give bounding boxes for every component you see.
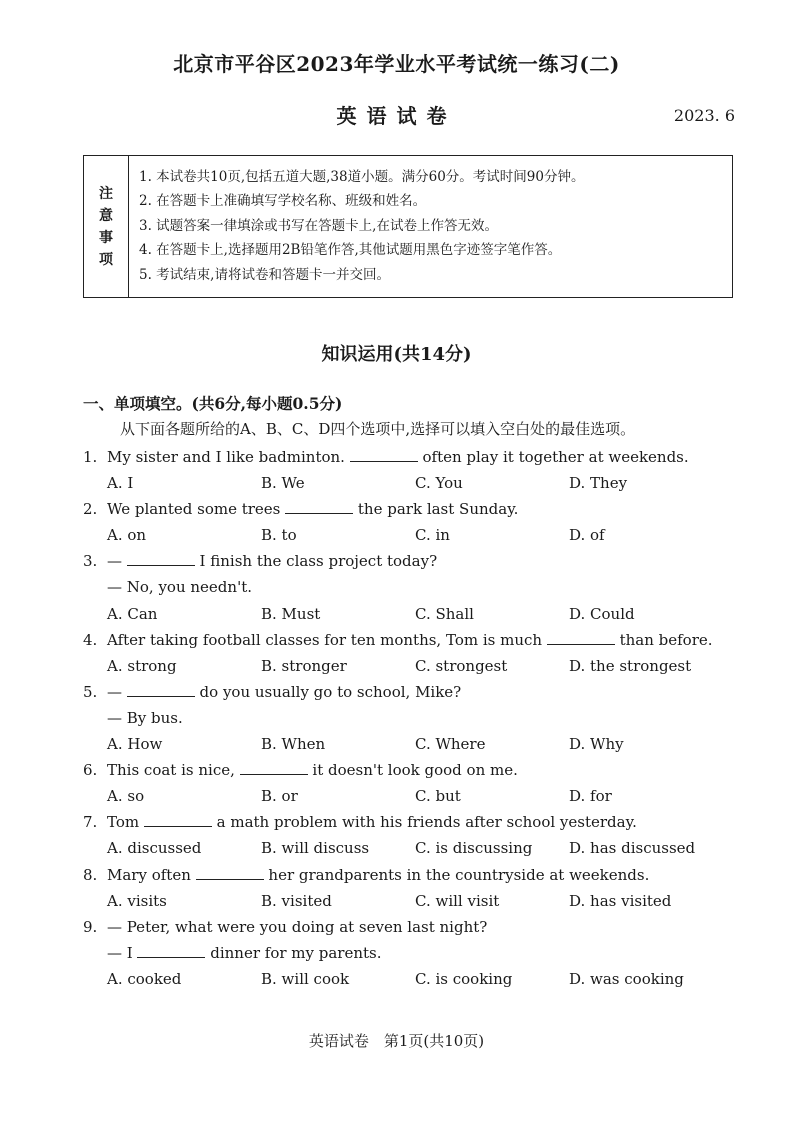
- question-stem: [83, 548, 723, 574]
- answer-blank: [144, 812, 212, 827]
- answer-option: A. on: [107, 526, 147, 545]
- question-item: [83, 862, 723, 914]
- options-row: [83, 966, 723, 992]
- answer-option: A. strong: [107, 656, 177, 675]
- question-number: 4.: [83, 630, 98, 649]
- question-item: [83, 444, 723, 496]
- stem-text: After taking football classes for ten months, Tom is much: [107, 630, 547, 649]
- options-row: [83, 783, 723, 809]
- section-title: 知识运用(共14分): [321, 344, 472, 365]
- notice-label-char: 注: [99, 185, 113, 202]
- answer-option: B. will cook: [261, 969, 350, 988]
- stem-text: My sister and I like badminton.: [107, 448, 350, 466]
- answer-blank: [127, 682, 195, 697]
- stem-text: — By bus.: [107, 708, 183, 727]
- question-stem: [83, 809, 723, 835]
- answer-option: B. stronger: [261, 656, 347, 675]
- answer-option: D. Could: [569, 604, 635, 623]
- options-row: [83, 731, 723, 757]
- part-heading: 一、单项填空。(共6分,每小题0.5分): [83, 394, 343, 413]
- question-stem: [83, 940, 723, 966]
- page-footer: 英语试卷 第1页(共10页): [308, 1032, 485, 1050]
- notice-label: [84, 156, 129, 297]
- options-row: [83, 470, 723, 496]
- answer-option: C. in: [415, 526, 450, 545]
- question-number: 5.: [83, 682, 98, 701]
- question-item: [83, 627, 723, 679]
- notice-item: 1. 本试卷共10页,包括五道大题,38道小题。满分60分。考试时间90分钟。: [139, 169, 585, 185]
- question-stem: [83, 914, 723, 940]
- question-list: [83, 444, 723, 992]
- question-item: [83, 548, 723, 626]
- stem-text: — No, you needn't.: [107, 578, 252, 597]
- answer-blank: [240, 760, 308, 775]
- answer-option: A. discussed: [107, 839, 202, 858]
- answer-option: B. When: [261, 735, 326, 754]
- answer-option: B. to: [261, 526, 297, 545]
- question-number: 6.: [83, 761, 98, 780]
- stem-text: a math problem with his friends after school yesterday.: [211, 813, 637, 832]
- notice-label-char: 事: [99, 229, 113, 246]
- question-item: [83, 496, 723, 548]
- answer-blank: [547, 630, 615, 645]
- answer-option: B. Must: [261, 604, 321, 623]
- stem-text: This coat is nice,: [107, 761, 240, 780]
- options-row: [83, 888, 723, 914]
- question-stem: [83, 757, 723, 783]
- stem-text: We planted some trees: [107, 500, 286, 519]
- stem-text: than before.: [614, 630, 713, 649]
- answer-option: A. Can: [107, 604, 158, 623]
- stem-text: — Peter, what were you doing at seven last night?: [107, 917, 488, 936]
- question-item: [83, 757, 723, 809]
- question-stem: [83, 444, 723, 470]
- question-number: 9.: [83, 917, 98, 936]
- stem-text: do you usually go to school, Mike?: [194, 682, 462, 701]
- stem-text: I finish the class project today?: [194, 552, 438, 571]
- options-row: [83, 653, 723, 679]
- answer-option: D. of: [569, 526, 605, 545]
- question-item: [83, 679, 723, 757]
- notice-list: [129, 156, 584, 297]
- answer-option: D. was cooking: [569, 969, 684, 988]
- stem-text: Mary often: [107, 865, 196, 884]
- question-stem: [83, 862, 723, 888]
- stem-text: often play it together at weekends.: [417, 448, 689, 466]
- answer-option: B. will discuss: [261, 839, 370, 858]
- answer-option: D. the strongest: [569, 656, 692, 675]
- subject-title: 英语试卷: [336, 104, 457, 128]
- question-number: 3.: [83, 552, 98, 571]
- answer-option: A. so: [107, 787, 145, 806]
- stem-text: — I: [107, 943, 138, 962]
- question-stem: [83, 627, 723, 653]
- answer-option: D. They: [569, 474, 628, 493]
- answer-option: C. Where: [415, 735, 486, 754]
- notice-item: 4. 在答题卡上,选择题用2B铅笔作答,其他试题用黑色字迹签字笔作答。: [139, 242, 562, 259]
- question-item: [83, 809, 723, 861]
- options-row: [83, 601, 723, 627]
- notice-item: 3. 试题答案一律填涂或书写在答题卡上,在试卷上作答无效。: [139, 217, 498, 234]
- answer-option: B. visited: [261, 891, 332, 910]
- answer-option: C. Shall: [415, 604, 474, 623]
- answer-option: D. has discussed: [569, 839, 696, 858]
- question-stem: [83, 574, 723, 600]
- answer-option: C. but: [415, 787, 461, 806]
- question-stem: [83, 705, 723, 731]
- answer-blank: [127, 551, 195, 566]
- answer-option: C. You: [415, 474, 463, 493]
- answer-option: C. is discussing: [415, 839, 533, 858]
- answer-option: A. visits: [107, 891, 167, 910]
- notice-item: 5. 考试结束,请将试卷和答题卡一并交回。: [139, 266, 390, 283]
- stem-text: —: [107, 682, 127, 701]
- question-item: [83, 914, 723, 992]
- answer-option: B. or: [261, 787, 298, 806]
- stem-text: dinner for my parents.: [205, 943, 382, 962]
- part-instruction: 从下面各题所给的A、B、C、D四个选项中,选择可以填入空白处的最佳选项。: [120, 420, 636, 438]
- question-number: 1.: [83, 448, 98, 466]
- exam-date: 2023. 6: [673, 106, 735, 125]
- exam-title: 北京市平谷区2023年学业水平考试统一练习(二): [173, 52, 620, 76]
- options-row: [83, 835, 723, 861]
- answer-option: C. strongest: [415, 656, 508, 675]
- answer-blank: [196, 865, 264, 880]
- notice-label-char: 项: [99, 251, 113, 268]
- notice-label-char: 意: [99, 207, 113, 224]
- answer-option: A. How: [107, 735, 163, 754]
- stem-text: —: [107, 552, 127, 571]
- answer-option: B. We: [261, 474, 305, 493]
- answer-blank: [285, 499, 353, 514]
- answer-option: D. Why: [569, 735, 624, 754]
- answer-option: D. for: [569, 787, 612, 806]
- question-number: 8.: [83, 865, 98, 884]
- stem-text: Tom: [107, 813, 144, 832]
- question-stem: [83, 679, 723, 705]
- answer-option: A. I: [107, 474, 134, 493]
- stem-text: the park last Sunday.: [353, 500, 519, 519]
- answer-option: C. will visit: [415, 891, 500, 910]
- answer-blank: [137, 943, 205, 958]
- answer-blank: [350, 447, 418, 462]
- options-row: [83, 522, 723, 548]
- stem-text: it doesn't look good on me.: [307, 761, 518, 780]
- notice-item: 2. 在答题卡上准确填写学校名称、班级和姓名。: [139, 193, 427, 210]
- answer-option: D. has visited: [569, 891, 672, 910]
- question-number: 2.: [83, 500, 98, 519]
- stem-text: her grandparents in the countryside at weekends.: [263, 865, 650, 884]
- notice-box: [83, 155, 733, 298]
- question-number: 7.: [83, 813, 98, 832]
- question-stem: [83, 496, 723, 522]
- answer-option: A. cooked: [107, 969, 182, 988]
- answer-option: C. is cooking: [415, 969, 513, 988]
